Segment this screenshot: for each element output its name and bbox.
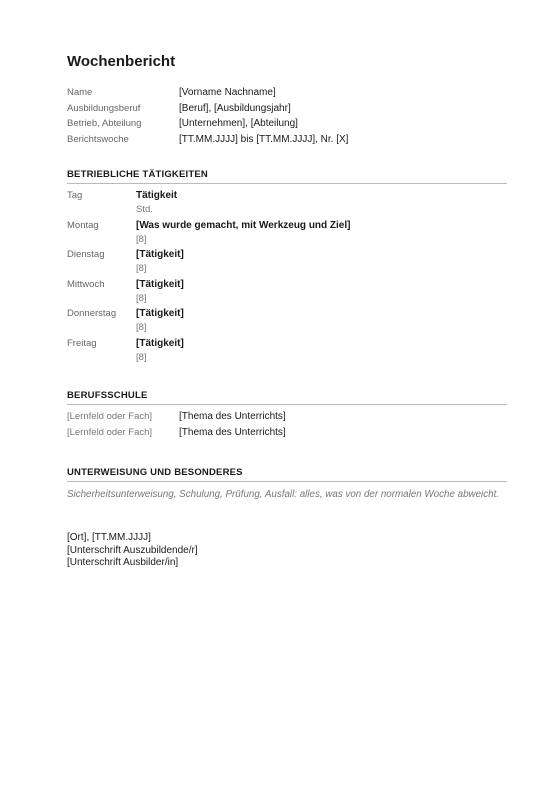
report-meta bbox=[67, 85, 507, 147]
signature-place-date: [Ort], [TT.MM.JJJJ] bbox=[67, 532, 151, 543]
activity-title: [Was wurde gemacht, mit Werkzeug und Ziel] bbox=[136, 219, 351, 231]
section-heading-activities: BETRIEBLICHE TÄTIGKEITEN bbox=[67, 169, 507, 184]
activity-title: [Tätigkeit] bbox=[136, 278, 184, 290]
activity-day: Freitag bbox=[67, 337, 97, 349]
activity-title: [Tätigkeit] bbox=[136, 249, 184, 260]
meta-label: Ausbildungsberuf bbox=[67, 102, 141, 114]
activity-title: [Tätigkeit] bbox=[136, 337, 184, 349]
activity-row bbox=[67, 277, 507, 307]
meta-label: Betrieb, Abteilung bbox=[67, 118, 142, 130]
activities-header-title: Tätigkeit bbox=[136, 190, 178, 201]
meta-label: Berichtswoche bbox=[67, 133, 129, 145]
meta-row-week bbox=[67, 132, 507, 148]
activities-header-hours: Std. bbox=[136, 204, 153, 215]
school-topic: [Thema des Unterrichts] bbox=[179, 426, 286, 438]
meta-row-profession bbox=[67, 101, 507, 117]
school-field: [Lernfeld oder Fach] bbox=[67, 426, 153, 438]
meta-row-company bbox=[67, 116, 507, 132]
activity-cell bbox=[136, 218, 507, 248]
activities-header-day: Tag bbox=[67, 190, 83, 201]
activity-title: [Tätigkeit] bbox=[136, 308, 184, 319]
activity-row bbox=[67, 218, 507, 248]
activity-hours: [8] bbox=[136, 292, 147, 304]
school-field: [Lernfeld oder Fach] bbox=[67, 411, 153, 423]
meta-value: [Unternehmen], [Abteilung] bbox=[179, 118, 298, 130]
notes-text: Sicherheitsunterweisung, Schulung, Prüfung, Ausfall: alles, was von der normalen Woche abweicht. bbox=[67, 489, 500, 500]
activity-day: Mittwoch bbox=[67, 278, 105, 290]
meta-value: [Vorname Nachname] bbox=[179, 87, 276, 99]
activity-row bbox=[67, 306, 507, 336]
school-row bbox=[67, 409, 507, 425]
activity-cell bbox=[136, 277, 507, 307]
activities-header-row bbox=[67, 188, 507, 218]
activity-cell bbox=[136, 306, 507, 336]
meta-value: [Beruf], [Ausbildungsjahr] bbox=[179, 102, 291, 114]
meta-value: [TT.MM.JJJJ] bis [TT.MM.JJJJ], Nr. [X] bbox=[179, 133, 349, 145]
activity-day: Donnerstag bbox=[67, 308, 117, 319]
section-heading-school: BERUFSSCHULE bbox=[67, 390, 507, 405]
signature-block bbox=[67, 532, 507, 570]
school-topic: [Thema des Unterrichts] bbox=[179, 411, 286, 423]
activity-hours: [8] bbox=[136, 233, 147, 245]
section-heading-notes: UNTERWEISUNG UND BESONDERES bbox=[67, 467, 507, 482]
activity-day: Montag bbox=[67, 219, 99, 231]
page-title: Wochenbericht bbox=[67, 53, 176, 70]
activity-row bbox=[67, 336, 507, 366]
activity-row bbox=[67, 247, 507, 277]
activity-cell bbox=[136, 247, 507, 277]
meta-label: Name bbox=[67, 87, 93, 99]
signature-trainee: [Unterschrift Auszubildende/r] bbox=[67, 544, 198, 556]
school-row bbox=[67, 425, 507, 441]
activity-hours: [8] bbox=[136, 322, 147, 333]
activities-header-cell bbox=[136, 188, 507, 218]
notes-section bbox=[67, 467, 507, 504]
activity-cell bbox=[136, 336, 507, 366]
activities-section bbox=[67, 169, 507, 365]
activity-hours: [8] bbox=[136, 351, 147, 363]
signature-trainer: [Unterschrift Ausbilder/in] bbox=[67, 557, 179, 568]
activity-day: Dienstag bbox=[67, 249, 105, 260]
school-section bbox=[67, 390, 507, 440]
meta-row-name bbox=[67, 85, 507, 101]
activity-hours: [8] bbox=[136, 263, 147, 274]
